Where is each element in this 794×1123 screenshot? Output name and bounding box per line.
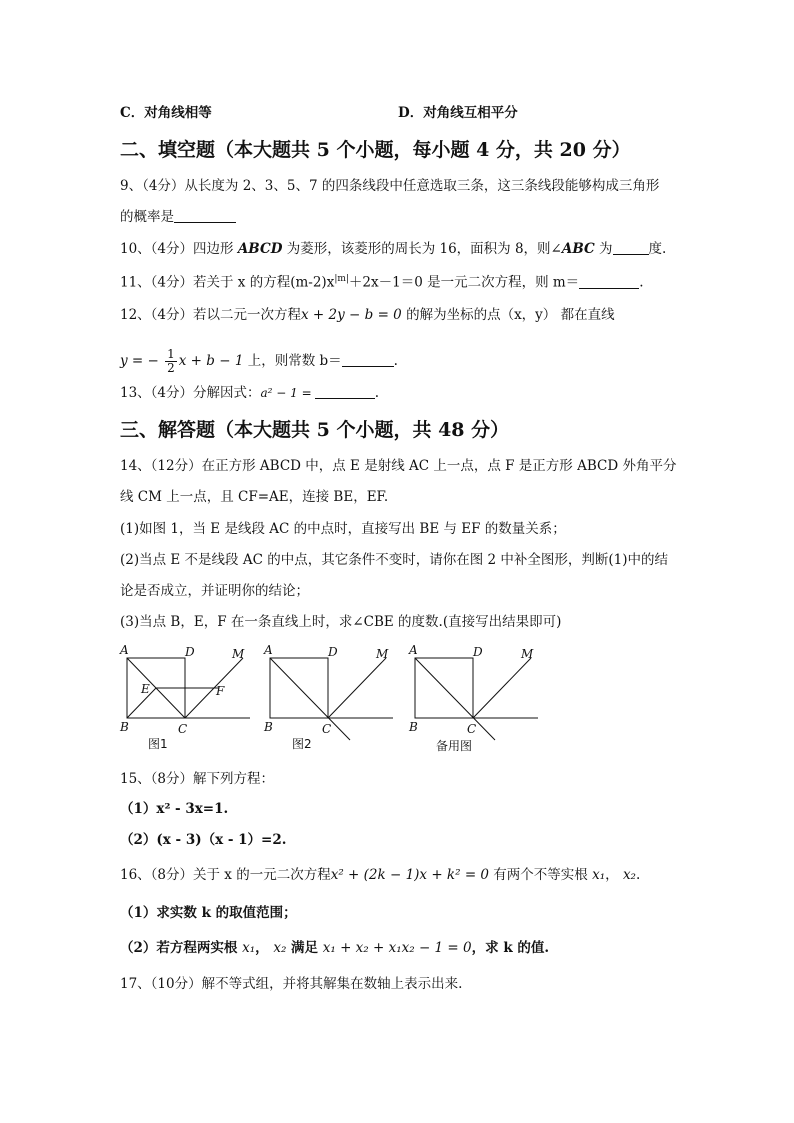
q12-pre: 12、（4分）若以二元一次方程 <box>120 307 302 323</box>
q9-line1: 9、（4分）从长度为 2、3、5、7 的四条线段中任意选取三条，这三条线段能够构成三角形 <box>120 178 660 194</box>
fig1-label-b: B <box>120 720 129 734</box>
fig1-label-d: D <box>185 645 195 659</box>
q14-line1: 14、（12分）在正方形 ABCD 中，点 E 是射线 AC 上一点，点 F 是正方形 ABCD 外角平分 <box>120 458 677 474</box>
q16-part2 <box>120 939 549 957</box>
fig2-label-d: D <box>328 645 338 659</box>
q10-end: 度. <box>648 241 667 257</box>
q12-fraction <box>165 348 177 375</box>
q14-line2: 线 CM 上一点，且 CF=AE，连接 BE，EF. <box>120 489 389 505</box>
q16-line1 <box>120 866 640 884</box>
q10-angle: ABC <box>561 241 595 257</box>
section-3-title: 三、解答题（本大题共 5 个小题，共 48 分） <box>120 419 510 441</box>
fig3-caption: 备用图 <box>436 739 473 753</box>
q17-line1: 17、（10分）解不等式组，并将其解集在数轴上表示出来. <box>120 976 463 992</box>
q12-answer-blank <box>342 352 394 367</box>
q10-pre: 10、（4分）四边形 <box>120 241 238 257</box>
q16-p2-root-2: x₂ <box>273 940 287 956</box>
fig3-label-b: B <box>409 720 418 734</box>
q11-end: . <box>639 274 644 291</box>
fig3-label-c: C <box>467 722 477 736</box>
q15-part1: （1）x² - 3x=1. <box>120 801 229 817</box>
q12-y-eq: y = − <box>120 353 159 369</box>
fig1-label-e: E <box>141 682 150 696</box>
fig2-label-a: A <box>264 643 273 657</box>
q16-root-1: x₁ <box>592 867 606 883</box>
q12-end: . <box>393 353 398 369</box>
fig3-label-a: A <box>409 643 418 657</box>
q12-frac-den: 2 <box>167 361 175 375</box>
q16-pre: 16、（8分）关于 x 的一元二次方程 <box>120 867 331 883</box>
q14-part3: (3)当点 B，E，F 在一条直线上时，求∠CBE 的度数.(直接写出结果即可) <box>120 614 562 630</box>
figure-2 <box>270 658 393 740</box>
q11-answer-blank <box>579 274 639 289</box>
q12-frac-num: 1 <box>167 347 175 361</box>
fig3-label-m: M <box>521 647 534 661</box>
q16-p2-root-1: x₁ <box>242 940 256 956</box>
q16-p2-pre: （2）若方程两实根 <box>120 940 243 956</box>
option-c: C．对角线相等 <box>120 105 212 121</box>
q10-shape-name: ABCD <box>237 241 283 257</box>
q10-mid: 为菱形，该菱形的周长为 16，面积为 8，则∠ <box>282 241 562 257</box>
q12-mid: 的解为坐标的点（x，y） 都在直线 <box>401 307 615 323</box>
fig1-caption: 图1 <box>148 737 168 751</box>
q16-p2-mid: 满足 <box>286 940 323 956</box>
q13 <box>120 384 379 402</box>
q16-part1: （1）求实数 k 的取值范围； <box>120 905 297 921</box>
fig1-label-a: A <box>120 643 129 657</box>
q16-mid: 有两个不等实根 <box>489 867 593 883</box>
fig1-label-f: F <box>216 684 225 698</box>
geometry-figures-svg <box>118 642 558 757</box>
section-2-title: 二、填空题（本大题共 5 个小题，每小题 4 分，共 20 分） <box>120 139 631 161</box>
q16-p2-sep: ， <box>255 940 274 956</box>
fig3-label-d: D <box>473 645 483 659</box>
q15-line1: 15、（8分）解下列方程： <box>120 771 275 787</box>
q16-root-2: x₂ <box>622 867 636 883</box>
fig2-label-c: C <box>322 722 332 736</box>
q11 <box>120 270 643 292</box>
q14-part1: (1)如图 1，当 E 是线段 AC 的中点时，直接写出 BE 与 EF 的数量关系； <box>120 521 566 537</box>
q11-exponent: |m| <box>334 274 349 284</box>
q16-p2-end: ，求 k 的值. <box>471 940 550 956</box>
q9-answer-blank <box>174 208 236 223</box>
fig2-ray-cm <box>328 658 386 718</box>
fig3-ray-ac <box>415 658 495 740</box>
q13-answer-blank <box>315 384 375 399</box>
q16-sep: ， <box>605 867 623 883</box>
fig2-label-m: M <box>376 647 389 661</box>
q14-part2b: 论是否成立，并证明你的结论； <box>120 583 309 599</box>
q12-line2 <box>120 348 398 375</box>
q10-answer-blank <box>613 240 649 255</box>
q10-post: 为 <box>594 241 613 257</box>
q9-line2 <box>120 208 236 226</box>
q14-part2a: (2)当点 E 不是线段 AC 的中点，其它条件不变时，请你在图 2 中补全图形，判断(1)中的结 <box>120 552 669 568</box>
fig2-ray-ac <box>270 658 350 740</box>
q11-pre: 11、（4分）若关于 x 的方程(m-2)x <box>120 274 335 291</box>
q12-text: 上，则常数 b＝ <box>243 353 342 369</box>
q14-figures <box>118 642 558 757</box>
q16-end: . <box>635 867 641 883</box>
fig1-label-c: C <box>178 722 188 736</box>
q16-equation: x² + (2k − 1)x + k² = 0 <box>330 867 490 883</box>
q12-equation: x + 2y − b = 0 <box>301 307 402 323</box>
fig1-label-m: M <box>232 647 245 661</box>
figure-3 <box>415 658 538 740</box>
q16-p2-equation: x₁ + x₂ + x₁x₂ − 1 = 0 <box>322 940 472 956</box>
q15-part2: （2）(x - 3)（x - 1）=2. <box>120 832 287 848</box>
fig3-ray-cm <box>473 658 531 718</box>
q13-end: . <box>374 385 379 401</box>
q11-mid: ＋2x－1＝0 是一元二次方程，则 m＝ <box>348 274 580 291</box>
q13-pre: 13、（4分）分解因式： <box>120 385 261 401</box>
q10 <box>120 240 666 258</box>
q9-text: 的概率是 <box>120 209 174 225</box>
fig2-label-b: B <box>264 720 273 734</box>
q12-line-expr: x + b − 1 <box>178 353 244 369</box>
q12-line1 <box>120 306 615 324</box>
fig2-caption: 图2 <box>292 737 312 751</box>
option-d: D．对角线互相平分 <box>398 105 518 121</box>
q13-expr: a² − 1 = <box>260 386 312 400</box>
